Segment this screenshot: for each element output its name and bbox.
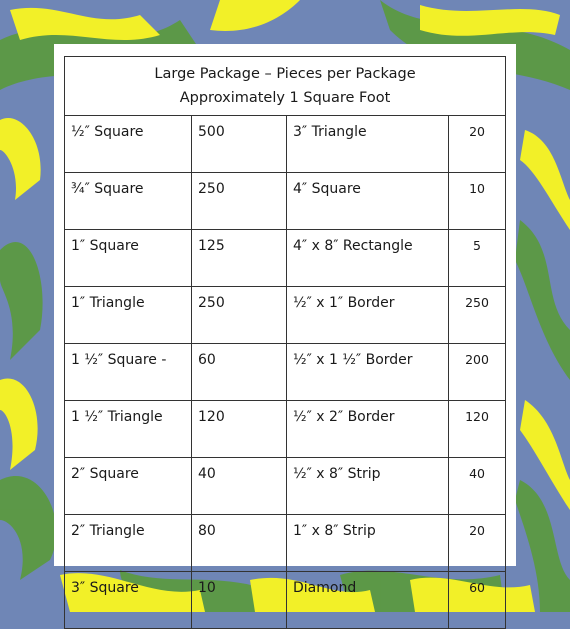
left-count-cell: 40 <box>192 458 287 515</box>
left-shape-cell: ¾″ Square <box>65 173 192 230</box>
left-shape-cell: 1 ½″ Square - <box>65 344 192 401</box>
table-row <box>65 344 506 401</box>
right-shape-cell: 1″ x 8″ Strip <box>287 515 449 572</box>
left-shape-cell: 2″ Square <box>65 458 192 515</box>
right-count-cell: 120 <box>449 401 506 458</box>
table-row <box>65 173 506 230</box>
right-shape-cell: ½″ x 2″ Border <box>287 401 449 458</box>
left-shape-cell: 3″ Square <box>65 572 192 629</box>
right-count-cell: 60 <box>449 572 506 629</box>
table-row <box>65 572 506 629</box>
right-count-cell: 20 <box>449 515 506 572</box>
left-count-cell: 80 <box>192 515 287 572</box>
pieces-table <box>64 56 506 629</box>
right-count-cell: 5 <box>449 230 506 287</box>
table-row <box>65 515 506 572</box>
left-count-cell: 60 <box>192 344 287 401</box>
right-shape-cell: ½″ x 1 ½″ Border <box>287 344 449 401</box>
left-count-cell: 250 <box>192 173 287 230</box>
left-count-cell: 10 <box>192 572 287 629</box>
left-shape-cell: 1″ Triangle <box>65 287 192 344</box>
right-shape-cell: 4″ Square <box>287 173 449 230</box>
right-count-cell: 40 <box>449 458 506 515</box>
left-count-cell: 500 <box>192 116 287 173</box>
right-shape-cell: ½″ x 1″ Border <box>287 287 449 344</box>
left-count-cell: 125 <box>192 230 287 287</box>
table-title: Large Package – Pieces per Package <box>154 66 416 82</box>
table-row <box>65 401 506 458</box>
table-title-cell <box>65 57 506 116</box>
left-shape-cell: 1 ½″ Triangle <box>65 401 192 458</box>
right-shape-cell: 4″ x 8″ Rectangle <box>287 230 449 287</box>
right-shape-cell: ½″ x 8″ Strip <box>287 458 449 515</box>
table-row <box>65 287 506 344</box>
right-count-cell: 10 <box>449 173 506 230</box>
right-shape-cell: Diamond <box>287 572 449 629</box>
table-row <box>65 230 506 287</box>
left-shape-cell: ½″ Square <box>65 116 192 173</box>
table-row <box>65 116 506 173</box>
left-count-cell: 120 <box>192 401 287 458</box>
table-row <box>65 458 506 515</box>
left-shape-cell: 2″ Triangle <box>65 515 192 572</box>
price-card <box>54 44 516 596</box>
left-shape-cell: 1″ Square <box>65 230 192 287</box>
right-count-cell: 250 <box>449 287 506 344</box>
table-subtitle: Approximately 1 Square Foot <box>179 90 391 106</box>
right-shape-cell: 3″ Triangle <box>287 116 449 173</box>
right-count-cell: 200 <box>449 344 506 401</box>
right-count-cell: 20 <box>449 116 506 173</box>
left-count-cell: 250 <box>192 287 287 344</box>
